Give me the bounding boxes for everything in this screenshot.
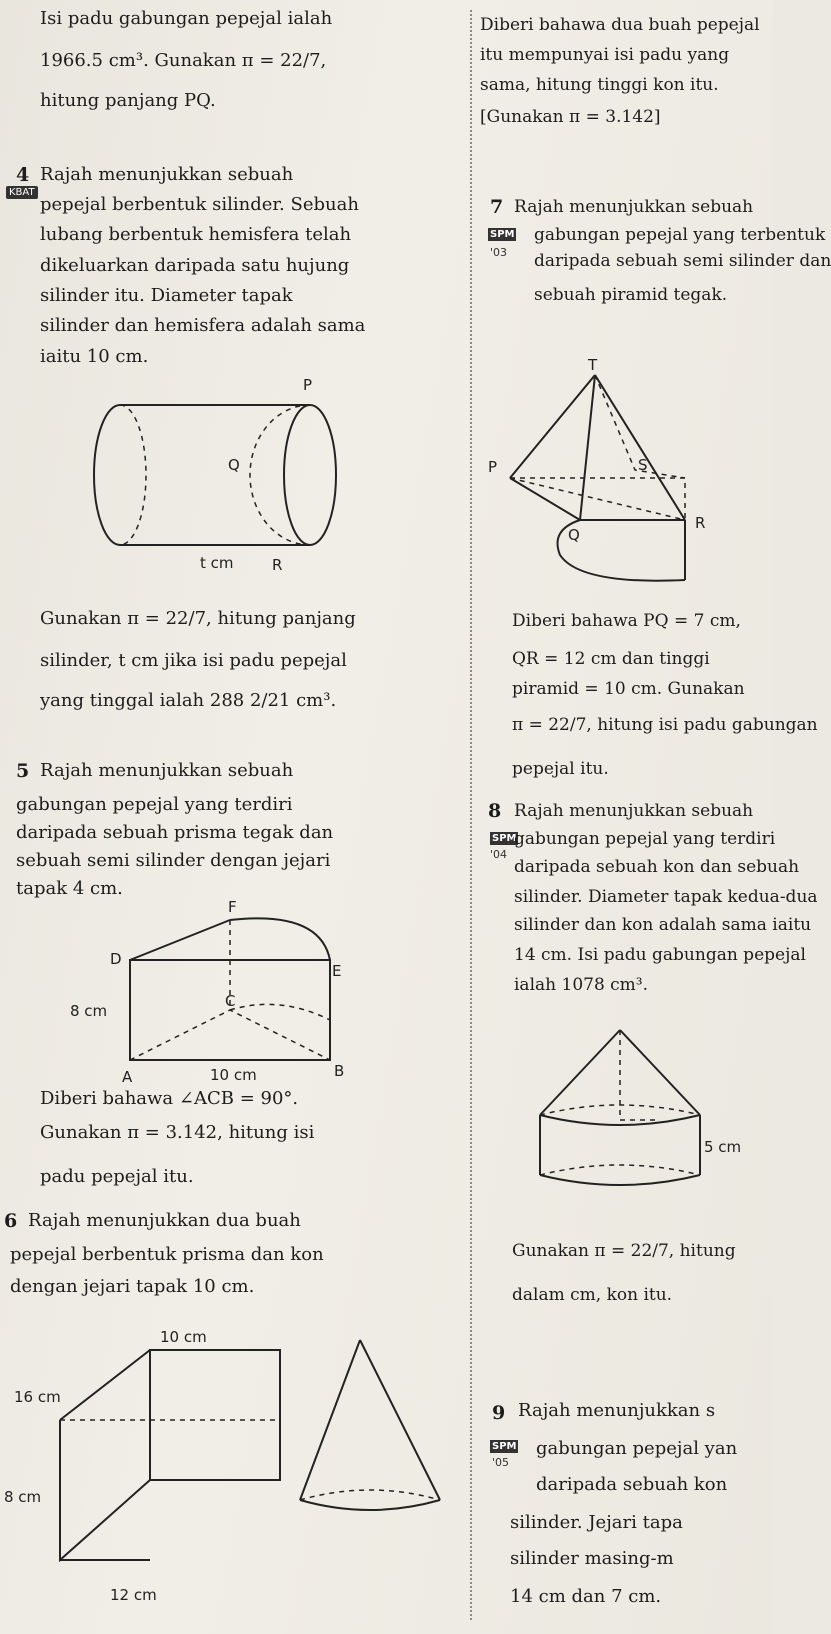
q5-label-c: C — [225, 992, 236, 1010]
q4-line-5: silinder itu. Diameter tapak — [40, 285, 293, 306]
q8-line-5: silinder dan kon adalah sama iaitu — [514, 915, 812, 935]
q6-label-top: 10 cm — [160, 1328, 207, 1346]
q7-label-p: P — [488, 458, 498, 476]
q9-line-1: Rajah menunjukkan s — [518, 1400, 716, 1421]
q4-label-q: Q — [228, 456, 240, 474]
q9-line-6: 14 cm dan 7 cm. — [510, 1586, 662, 1607]
q5-line-1: Rajah menunjukkan sebuah — [40, 760, 294, 781]
q8-line-1: Rajah menunjukkan sebuah — [514, 801, 754, 821]
q5-label-a: A — [122, 1068, 133, 1086]
q4-line-1: Rajah menunjukkan sebuah — [40, 164, 294, 185]
q5-label-d: D — [110, 950, 122, 968]
q6-number: 6 — [4, 1210, 18, 1232]
q5-label-e: E — [332, 962, 342, 980]
q8-cone-cylinder-diagram — [520, 1000, 750, 1200]
q6-line-2: pepejal berbentuk prisma dan kon — [10, 1244, 324, 1265]
q8-line-2: gabungan pepejal yang terdiri — [514, 829, 776, 849]
q5-line-3: daripada sebuah prisma tegak dan — [16, 822, 334, 843]
q9-year: '05 — [492, 1456, 510, 1469]
q4-label-t: t cm — [200, 554, 234, 572]
q4-line-4: dikeluarkan daripada satu hujung — [40, 255, 350, 276]
q4-after-1: Gunakan π = 22/7, hitung panjang — [40, 608, 356, 629]
q3r-line-3: sama, hitung tinggi kon itu. — [480, 75, 719, 95]
q7-spm-tag: SPM — [490, 229, 515, 240]
q8-line-7: ialah 1078 cm³. — [514, 975, 649, 995]
q7-label-r: R — [695, 514, 706, 532]
q8-line-6: 14 cm. Isi padu gabungan pepejal — [514, 945, 806, 965]
q9-line-5: silinder masing-m — [510, 1548, 674, 1569]
q6-label-base: 12 cm — [110, 1586, 157, 1604]
q4-cylinder-diagram — [60, 370, 360, 574]
q7-after-2: QR = 12 cm dan tinggi — [512, 649, 710, 669]
q4-number: 4 — [16, 164, 30, 186]
q5-number: 5 — [16, 760, 30, 782]
q7-after-4: π = 22/7, hitung isi padu gabungan — [512, 715, 818, 735]
q8-line-3: daripada sebuah kon dan sebuah — [514, 857, 800, 877]
q4-label-r: R — [272, 556, 283, 574]
q5-label-f: F — [228, 898, 237, 916]
q7-year: '03 — [490, 246, 508, 259]
q6-label-height: 8 cm — [4, 1488, 42, 1506]
q7-label-s: S — [638, 456, 648, 474]
q3-line-3: hitung panjang PQ. — [40, 90, 216, 111]
q7-line-3: daripada sebuah semi silinder dan — [534, 251, 831, 271]
q9-number: 9 — [492, 1402, 506, 1424]
q9-line-4: silinder. Jejari tapa — [510, 1512, 683, 1533]
q6-prism-cone-diagram — [4, 1328, 450, 1620]
q5-label-width: 10 cm — [210, 1066, 257, 1084]
q5-label-b: B — [334, 1062, 345, 1080]
q8-number: 8 — [488, 800, 502, 822]
q7-after-5: pepejal itu. — [512, 759, 609, 779]
q8-after-2: dalam cm, kon itu. — [512, 1285, 673, 1305]
q7-pyramid-diagram — [470, 356, 760, 580]
q4-line-3: lubang berbentuk hemisfera telah — [40, 224, 352, 245]
q7-label-t: T — [588, 356, 598, 374]
q5-after-3: padu pepejal itu. — [40, 1166, 194, 1187]
q7-line-2: gabungan pepejal yang terbentuk — [534, 225, 826, 245]
q4-after-2: silinder, t cm jika isi padu pepejal — [40, 650, 347, 671]
q8-spm-tag: SPM — [492, 833, 517, 844]
q8-label-height: 5 cm — [704, 1138, 742, 1156]
q3-line-2: 1966.5 cm³. Gunakan π = 22/7, — [40, 50, 327, 71]
q5-line-5: tapak 4 cm. — [16, 878, 123, 899]
q7-after-3: piramid = 10 cm. Gunakan — [512, 679, 745, 699]
column-divider — [470, 10, 472, 1620]
q8-after-1: Gunakan π = 22/7, hitung — [512, 1241, 736, 1261]
q7-line-1: Rajah menunjukkan sebuah — [514, 197, 754, 217]
q3-line-1: Isi padu gabungan pepejal ialah — [40, 8, 333, 29]
q4-after-3: yang tinggal ialah 288 2/21 cm³. — [40, 690, 337, 711]
q7-label-q: Q — [568, 526, 580, 544]
q4-kbat-tag: KBAT — [6, 186, 38, 199]
q5-line-2: gabungan pepejal yang terdiri — [16, 794, 293, 815]
q5-line-4: sebuah semi silinder dengan jejari — [16, 850, 331, 871]
q4-line-7: iaitu 10 cm. — [40, 346, 149, 367]
q6-line-3: dengan jejari tapak 10 cm. — [10, 1276, 255, 1297]
q5-after-1: Diberi bahawa ∠ACB = 90°. — [40, 1088, 299, 1109]
q5-label-height: 8 cm — [70, 1002, 108, 1020]
q9-spm-tag: SPM — [492, 1441, 517, 1452]
q8-year: '04 — [490, 848, 508, 861]
q6-line-1: Rajah menunjukkan dua buah — [28, 1210, 301, 1231]
q9-line-2: gabungan pepejal yan — [536, 1438, 738, 1459]
q3r-line-2: itu mempunyai isi padu yang — [480, 45, 730, 65]
q4-line-2: pepejal berbentuk silinder. Sebuah — [40, 194, 359, 215]
q5-after-2: Gunakan π = 3.142, hitung isi — [40, 1122, 315, 1143]
q4-line-6: silinder dan hemisfera adalah sama — [40, 315, 366, 336]
q7-line-4: sebuah piramid tegak. — [534, 285, 728, 305]
q4-label-p: P — [303, 376, 313, 394]
q3r-line-4: [Gunakan π = 3.142] — [480, 107, 661, 127]
q7-after-1: Diberi bahawa PQ = 7 cm, — [512, 611, 741, 631]
q9-line-3: daripada sebuah kon — [536, 1474, 728, 1495]
q7-number: 7 — [490, 196, 504, 218]
q8-line-4: silinder. Diameter tapak kedua-dua — [514, 887, 818, 907]
q3r-line-1: Diberi bahawa dua buah pepejal — [480, 15, 760, 35]
q6-label-side: 16 cm — [14, 1388, 61, 1406]
q5-prism-diagram — [70, 900, 360, 1090]
